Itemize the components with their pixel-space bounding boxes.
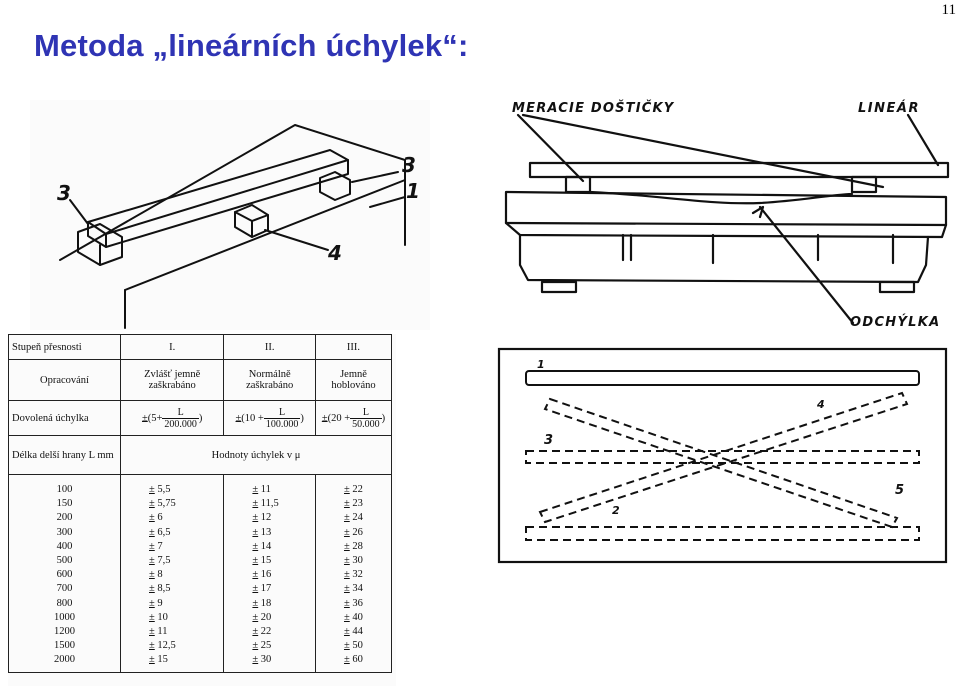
page-title: Metoda „lineárních úchylek“: [34, 28, 469, 63]
cell-deviation-b [224, 526, 316, 540]
plus-minus-sign: ± [149, 626, 155, 638]
label-p5: 5 [895, 483, 905, 498]
cell-deviation-c [315, 653, 391, 672]
deviation-value: 11,5 [260, 498, 279, 510]
table-row [9, 360, 392, 401]
cell-length: 1500 [9, 639, 121, 653]
plus-minus-sign: ± [149, 484, 155, 495]
positions-diagram-svg [497, 347, 949, 565]
deviation-value: 14 [260, 540, 272, 552]
table-row [9, 497, 392, 511]
formula-2-post: ) [300, 412, 304, 424]
label-1: 1 [406, 179, 420, 203]
table-row [9, 611, 392, 625]
cell-deviation-b [224, 497, 316, 511]
deviation-value: 15 [157, 654, 168, 666]
deviation-value: 6 [157, 512, 163, 524]
formula-1-pre: (5+ [147, 412, 163, 424]
cell-deviation-a [121, 526, 224, 540]
cell-deviation-a [121, 625, 224, 639]
table-row [9, 582, 392, 596]
header-machining: Opracování [9, 360, 121, 401]
cell-deviation-a [121, 597, 224, 611]
table-row [9, 597, 392, 611]
header-allowed: Dovolená úchylka [9, 401, 121, 436]
label-3-left: 3 [57, 181, 71, 205]
deviation-value: 34 [352, 583, 363, 595]
plus-minus-sign: ± [149, 526, 155, 538]
label-p4: 4 [817, 398, 825, 411]
cell-deviation-b [224, 511, 316, 525]
formula-1 [121, 401, 224, 436]
formula-3-fraction [350, 407, 382, 430]
formula-2-num: L [264, 407, 301, 419]
formula-1-post: ) [198, 412, 203, 424]
plus-minus-sign: ± [343, 484, 350, 495]
label-p2: 2 [612, 504, 620, 517]
deviation-value: 9 [157, 597, 163, 609]
label-3-right: 3 [402, 153, 416, 177]
cell-deviation-c [315, 625, 391, 639]
deviation-value: 23 [352, 498, 363, 510]
cell-deviation-b [224, 639, 316, 653]
deviation-value: 18 [260, 597, 272, 609]
plus-minus-sign: ± [343, 611, 350, 623]
cell-deviation-c [315, 540, 391, 554]
formula-1-pm: ± [141, 412, 148, 424]
cell-deviation-b [224, 611, 316, 625]
formula-3-post: ) [381, 412, 386, 424]
page-number: 11 [941, 2, 956, 18]
formula-3-pre: (20 + [327, 412, 351, 424]
plus-minus-sign: ± [252, 540, 259, 552]
plus-minus-sign: ± [343, 654, 350, 666]
plate-base [520, 235, 928, 282]
table-row [9, 540, 392, 554]
deviation-value: 22 [260, 626, 272, 638]
plate-body [506, 192, 946, 225]
cell-length: 700 [9, 582, 121, 596]
plus-minus-sign: ± [149, 583, 155, 595]
cell-deviation-a [121, 511, 224, 525]
plate-ribs [623, 235, 893, 263]
plus-minus-sign: ± [252, 626, 259, 638]
plus-minus-sign: ± [149, 512, 155, 524]
cell-deviation-a [121, 568, 224, 582]
formula-3-den: 50.000 [352, 418, 380, 430]
foot-left [542, 282, 576, 292]
cell-deviation-c [315, 639, 391, 653]
deviation-value: 15 [260, 555, 272, 567]
deviation-value: 8 [157, 569, 163, 581]
formula-1-den: 200.000 [164, 418, 197, 430]
plus-minus-sign: ± [149, 597, 155, 609]
deviation-value: 26 [352, 526, 363, 538]
table-row [9, 639, 392, 653]
formula-1-num: L [162, 407, 199, 419]
deviation-value: 44 [352, 626, 363, 638]
deviation-value: 10 [157, 611, 168, 623]
cell-deviation-a [121, 475, 224, 498]
deviation-arrow [753, 207, 763, 217]
deviation-value: 25 [260, 640, 272, 652]
header-grade-3: III. [315, 335, 391, 360]
cell-deviation-c [315, 511, 391, 525]
header-values: Hodnoty úchylek v μ [121, 436, 392, 475]
deviation-value: 22 [352, 484, 363, 495]
plus-minus-sign: ± [149, 498, 155, 510]
machining-1: Zvlášť jemně zaškrabáno [121, 360, 224, 401]
label-4: 4 [328, 241, 342, 265]
deviation-value: 20 [260, 611, 272, 623]
cell-length: 300 [9, 526, 121, 540]
cell-deviation-b [224, 625, 316, 639]
sketch-background [30, 100, 430, 330]
cell-length: 2000 [9, 653, 121, 672]
cell-deviation-a [121, 554, 224, 568]
header-grade-1: I. [121, 335, 224, 360]
cell-deviation-c [315, 582, 391, 596]
plus-minus-sign: ± [343, 498, 350, 510]
header-grade: Stupeň přesnosti [9, 335, 121, 360]
label-linear: LINEÁR [858, 101, 920, 116]
precision-table [8, 334, 392, 673]
deviation-value: 5,5 [157, 484, 171, 495]
deviation-value: 40 [352, 611, 363, 623]
plus-minus-sign: ± [149, 654, 155, 666]
deviation-value: 50 [352, 640, 363, 652]
cell-length: 1200 [9, 625, 121, 639]
cell-deviation-c [315, 497, 391, 511]
straightedge-sketch-svg [30, 100, 430, 330]
cell-deviation-a [121, 639, 224, 653]
deviation-value: 30 [352, 555, 363, 567]
label-p1: 1 [537, 358, 545, 371]
deviation-value: 36 [352, 597, 363, 609]
deviation-value: 60 [352, 654, 363, 666]
plus-minus-sign: ± [252, 555, 259, 567]
table-row [9, 511, 392, 525]
machining-2: Normálně zaškrabáno [224, 360, 316, 401]
deviation-value: 11 [260, 484, 271, 495]
deviation-value: 16 [260, 569, 272, 581]
plus-minus-sign: ± [149, 569, 155, 581]
plus-minus-sign: ± [252, 640, 259, 652]
cell-deviation-c [315, 597, 391, 611]
cell-length: 600 [9, 568, 121, 582]
table-row [9, 554, 392, 568]
deviation-value: 17 [260, 583, 272, 595]
plus-minus-sign: ± [343, 512, 350, 524]
deviation-value: 32 [352, 569, 363, 581]
plus-minus-sign: ± [149, 540, 155, 552]
plus-minus-sign: ± [252, 654, 259, 666]
positions-diagram [497, 347, 949, 565]
cell-deviation-c [315, 475, 391, 498]
table-row [9, 401, 392, 436]
label-deviation: ODCHÝLKA [850, 315, 941, 330]
cell-deviation-b [224, 582, 316, 596]
formula-2 [224, 401, 316, 436]
label-measuring-pads: MERACIE DOŠTIČKY [512, 101, 675, 116]
table-row [9, 335, 392, 360]
plus-minus-sign: ± [252, 569, 259, 581]
plus-minus-sign: ± [149, 640, 155, 652]
precision-table-container [8, 334, 396, 686]
plus-minus-sign: ± [252, 498, 259, 510]
deviation-value: 28 [352, 540, 363, 552]
cell-deviation-a [121, 582, 224, 596]
cell-deviation-b [224, 653, 316, 672]
cell-deviation-a [121, 497, 224, 511]
foot-right [880, 282, 914, 292]
plate-outline [499, 349, 946, 562]
cell-deviation-c [315, 611, 391, 625]
section-sketch-svg [498, 95, 958, 335]
cell-deviation-c [315, 526, 391, 540]
deviation-value: 7,5 [157, 555, 171, 567]
cell-length: 100 [9, 475, 121, 498]
cell-deviation-b [224, 597, 316, 611]
cell-deviation-b [224, 568, 316, 582]
plus-minus-sign: ± [252, 512, 259, 524]
deviation-value: 13 [260, 526, 272, 538]
table-row [9, 526, 392, 540]
plus-minus-sign: ± [343, 526, 350, 538]
plus-minus-sign: ± [343, 555, 350, 567]
plus-minus-sign: ± [252, 597, 259, 609]
plus-minus-sign: ± [149, 555, 155, 567]
machining-3: Jemně hoblováno [315, 360, 391, 401]
pad-left [566, 177, 590, 192]
table-row [9, 436, 392, 475]
cell-deviation-a [121, 611, 224, 625]
section-sketch [498, 95, 958, 335]
deviation-value: 30 [260, 654, 272, 666]
deviation-value: 7 [157, 540, 163, 552]
table-row [9, 568, 392, 582]
cell-deviation-a [121, 653, 224, 672]
cell-deviation-c [315, 554, 391, 568]
formula-3-pm: ± [321, 412, 328, 424]
plus-minus-sign: ± [343, 583, 350, 595]
deviation-value: 11 [157, 626, 168, 638]
deviation-value: 12,5 [157, 640, 176, 652]
cell-length: 1000 [9, 611, 121, 625]
cell-length: 150 [9, 497, 121, 511]
plus-minus-sign: ± [252, 526, 259, 538]
table-body [9, 475, 392, 673]
cell-length: 400 [9, 540, 121, 554]
cell-deviation-b [224, 540, 316, 554]
table-row [9, 475, 392, 498]
plus-minus-sign: ± [149, 611, 155, 623]
deviation-value: 6,5 [157, 526, 171, 538]
plus-minus-sign: ± [252, 583, 259, 595]
plus-minus-sign: ± [343, 540, 350, 552]
cell-deviation-b [224, 475, 316, 498]
header-grade-2: II. [224, 335, 316, 360]
formula-2-fraction [264, 407, 301, 430]
cell-deviation-b [224, 554, 316, 568]
formula-3 [315, 401, 391, 436]
plus-minus-sign: ± [252, 611, 259, 623]
table-row [9, 625, 392, 639]
formula-2-pre: (10 + [241, 412, 264, 424]
cell-length: 800 [9, 597, 121, 611]
plus-minus-sign: ± [343, 597, 350, 609]
deviation-value: 12 [260, 512, 272, 524]
straightedge-sketch [30, 100, 430, 330]
deviation-value: 24 [352, 512, 363, 524]
cell-length: 200 [9, 511, 121, 525]
cell-length: 500 [9, 554, 121, 568]
table-row [9, 653, 392, 672]
plus-minus-sign: ± [343, 626, 350, 638]
label-p3: 3 [544, 433, 554, 448]
formula-2-den: 100.000 [265, 418, 299, 430]
formula-3-num: L [350, 407, 382, 419]
leader-linear [908, 115, 938, 165]
header-length: Délka delší hrany L mm [9, 436, 121, 475]
deviation-value: 5,75 [157, 498, 176, 510]
cell-deviation-a [121, 540, 224, 554]
cell-deviation-c [315, 568, 391, 582]
plus-minus-sign: ± [343, 640, 350, 652]
plus-minus-sign: ± [252, 484, 259, 495]
deviation-value: 8,5 [157, 583, 171, 595]
plus-minus-sign: ± [343, 569, 350, 581]
formula-1-fraction [162, 407, 199, 430]
straightedge-bar [530, 163, 948, 177]
formula-2-pm: ± [235, 412, 242, 424]
